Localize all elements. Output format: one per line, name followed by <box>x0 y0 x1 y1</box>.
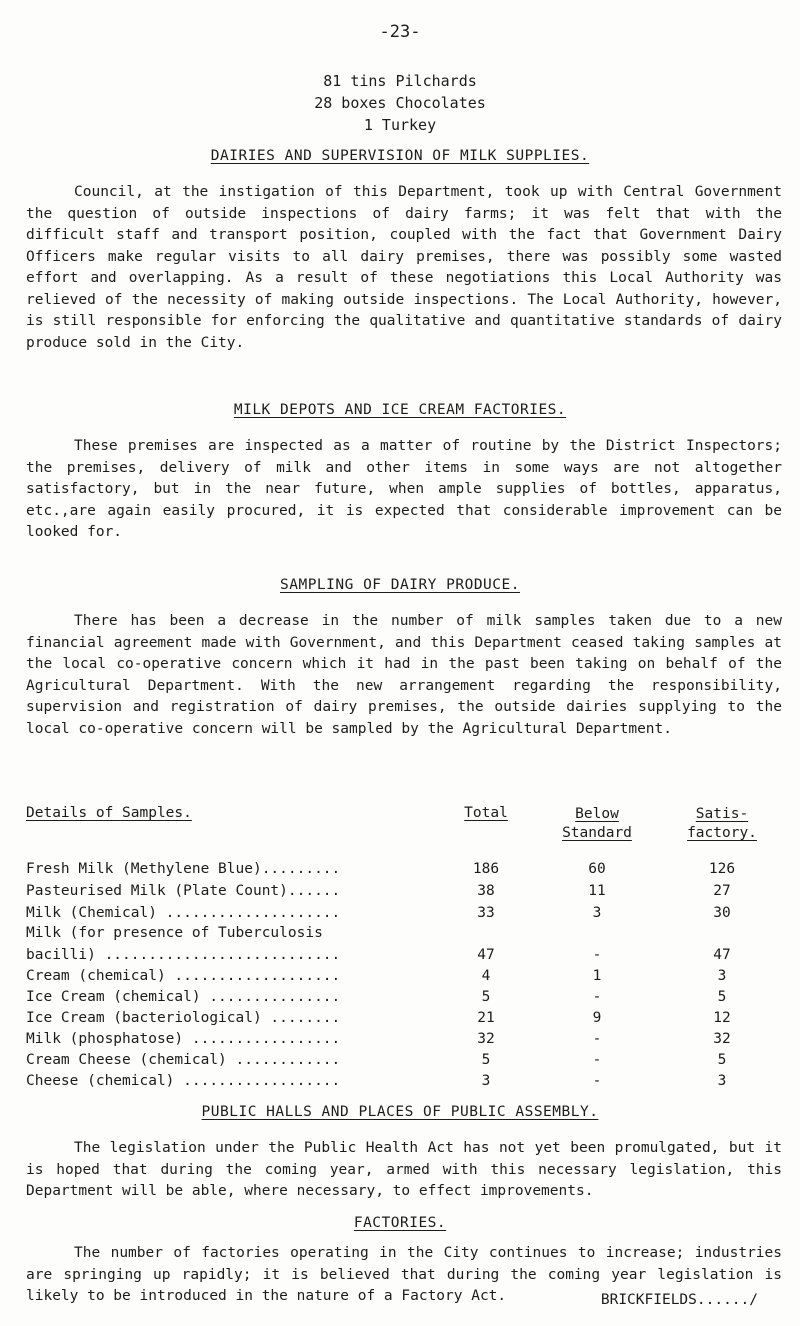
seized-items-list <box>0 70 800 136</box>
list-item: 1 Turkey <box>363 116 437 134</box>
paragraph-public-halls: The legislation under the Public Health Act has not yet been promulgated, but it is hoped that during the coming year, armed with this necessary legislation, this Department will be able, where necessary, to effect improvements. <box>26 1140 782 1199</box>
table-row: Ice Cream (chemical) ............... 5 - 5 <box>26 989 727 1005</box>
table-title: Details of Samples. <box>26 805 192 821</box>
list-item: 81 tins Pilchards <box>323 72 477 90</box>
table-row: Fresh Milk (Methylene Blue)......... 186 60 126 <box>26 861 736 877</box>
column-header-total: Total <box>464 805 508 821</box>
table-row: bacilli) ........................... 47 - 47 <box>26 947 731 963</box>
paragraph-dairies: Council, at the instigation of this Department, took up with Central Government the question of outside inspections of dairy farms; it was felt that with the difficult staff and transport position, coupled with the fact that Government Dairy Officers make regular visits to all dairy premises, there was possibly some wasted effort and overlapping. As a result of these negotiations this Local Authority was relieved of the necessity of making outside inspections. The Local Authority, however, is still responsible for enforcing the qualitative and quantitative standards of dairy produce sold in the City. <box>26 184 782 351</box>
samples-table <box>26 805 786 1115</box>
table-row: Milk (phosphatose) ................. 32 - 32 <box>26 1031 731 1047</box>
list-item: 28 boxes Chocolates <box>314 94 486 112</box>
column-header-satisfactory: Satis- factory. <box>687 806 757 841</box>
column-header-below-standard: Below Standard <box>562 806 632 841</box>
table-row: Milk (for presence of Tuberculosis <box>26 925 323 941</box>
page-number: -23- <box>379 22 421 42</box>
section-heading-factories: FACTORIES. <box>353 1215 447 1231</box>
table-row: Cheese (chemical) .................. 3 - 3 <box>26 1073 727 1089</box>
table-row: Cream (chemical) ................... 4 1 3 <box>26 968 727 984</box>
table-row: Ice Cream (bacteriological) ........ 21 9 12 <box>26 1010 731 1026</box>
table-row: Milk (Chemical) .................... 33 3 30 <box>26 905 731 921</box>
table-row: Pasteurised Milk (Plate Count)...... 38 11 27 <box>26 883 731 899</box>
paragraph-sampling: There has been a decrease in the number of milk samples taken due to a new financial agreement made with Government, and this Department ceased taking samples at the local co-operative concern which it had in the past been taking on behalf of the Agricultural Department. With the new arrangement regarding the responsibility, supervision and registration of dairy premises, the outside dairies supplying to the local co-operative concern will be sampled by the Agricultural Department. <box>26 613 782 737</box>
section-heading-milk-depots: MILK DEPOTS AND ICE CREAM FACTORIES. <box>233 402 567 418</box>
continuation-note: BRICKFIELDS....../ <box>600 1292 758 1308</box>
section-heading-public-halls: PUBLIC HALLS AND PLACES OF PUBLIC ASSEMBLY. <box>201 1104 599 1120</box>
section-heading-sampling: SAMPLING OF DAIRY PRODUCE. <box>280 577 520 593</box>
section-heading-dairies: DAIRIES AND SUPERVISION OF MILK SUPPLIES. <box>210 148 590 164</box>
paragraph-milk-depots: These premises are inspected as a matter of routine by the District Inspectors; the premises, delivery of milk and other items in some ways are not altogether satisfactory, but in the near future, when ample supplies of bottles, apparatus, etc.,are again easily procured, it is expected that considerable improvement can be looked for. <box>26 438 782 540</box>
table-row: Cream Cheese (chemical) ............ 5 - 5 <box>26 1052 727 1068</box>
paragraph-factories: The number of factories operating in the City continues to increase; industries are springing up rapidly; it is believed that during the coming year legislation is likely to be introduced in the nature of a Factory Act. <box>26 1245 782 1304</box>
